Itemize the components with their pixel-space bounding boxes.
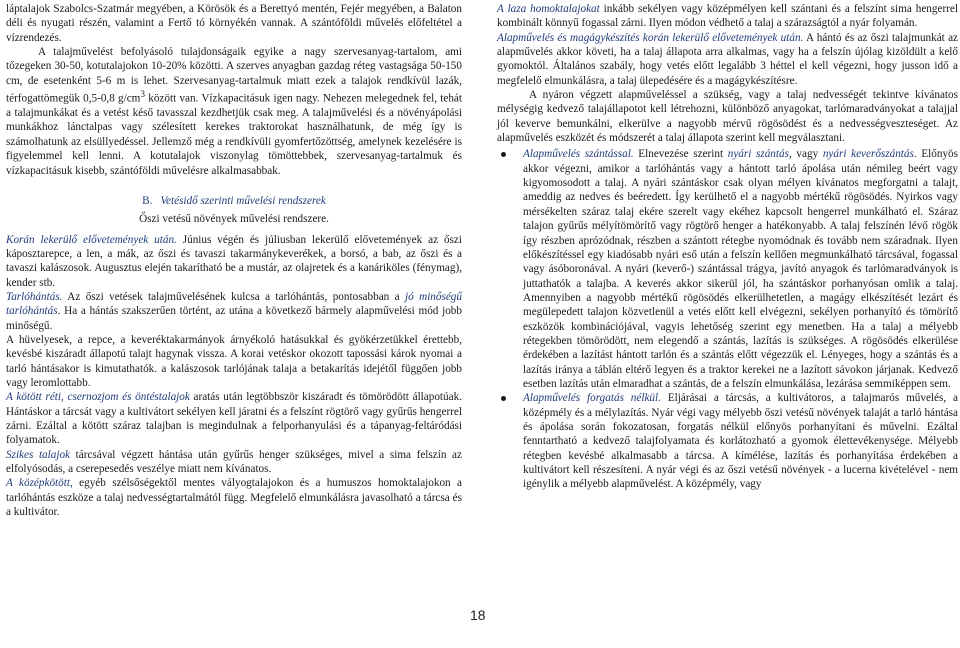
section-heading: B. Vetésidő szerinti művelési rendszerek bbox=[142, 194, 326, 207]
paragraph: A hüvelyesek, a repce, a keveréktakarmányok árnyékoló hatásukkal és gyökérzetükkel érettebb, kevésbé kiszáradt állapotú talajt hagynak vissza. A korai vetéskor okozott tapossási károk nyomai a tarló hántásakor is kimutathatók. a kalászosok tarlójának talaja a betakarítás idejétől függően jobb vagy leromlottabb. bbox=[6, 333, 462, 389]
paragraph: A talajművelést befolyásoló tulajdonságaik egyike a nagy szervesanyag-tartalom, ami tőzegeken 30-50, kotutalajokon 10-20% közötti. A szerves anyagban gazdag réteg vastagsága 50-150 cm, de esetenként 5-6 m is lehet. Szervesanyag-tartalmuk miatt ezek a talajok rendkívül lazák, térfogattömegük 0,5-0,8 $g/cm^3$ között van. Vízkapacitásuk igen nagy. Nehezen melegednek fel, tehát a talajmunkákat és a vetést késő tavasszal kezdhetjük csak meg. A talajművelési és a növényápolási munkákhoz lánctalpas vagy szélesített kerekes traktorokat használhatunk, de még így is számolhatunk az elsüllyedéssel. Jellemző még a rendkívüli gyomfertőzöttség, amelynek kezelésére is figyelemmel kell lenni. A kotutalajok viszonylag tömöttebbek, szervesanyag-tartalmuk és vízkapacitásuk kisebb, szántóföldi művelésre alkalmasabbak. bbox=[6, 46, 462, 177]
paragraph: Korán lekerülő elővetemények után. Június végén és júliusban lekerülő elővetemények az őszi káposztarepce, a len, a mák, az őszi és tavaszi takarmánykeverékek, a borsó, a bab, az őszi és a tavaszi kalászosok. Augusztus elején takarítható be a mustár, az olajretek és a kanáriköles (fénymag), kender stb. bbox=[6, 233, 462, 289]
page-number: 18 bbox=[470, 607, 486, 623]
paragraph: Szikes talajok tárcsával végzett hántása után gyűrűs henger szükséges, mivel a sima felszín az elfolyósodás, a cserepesedés veszélye miatt nem kívánatos. bbox=[6, 448, 462, 476]
paragraph: A középkötött, egyéb szélsőségektől mentes vályogtalajokon és a humuszos homoktalajokon a tarlóhántás eszköze a talaj nedvességtartalmától függ. Megfelelő elmunkálásra javasolható a tárcsa és a kultivátor. bbox=[6, 477, 462, 519]
bullet-list bbox=[497, 147, 958, 491]
subsection-heading: Őszi vetésű növények művelési rendszere. bbox=[139, 213, 329, 226]
paragraph: Tarlóhántás. Az őszi vetések talajművelésének kulcsa a tarlóhántás, pontosabban a jó minőségű tarlóhántás. Ha a hántás szakszerűen történt, az utána a következő bármely alapművelési mód jobb minőségű. bbox=[6, 290, 462, 332]
paragraph: láptalajok Szabolcs-Szatmár megyében, a Körösök és a Berettyó mentén, Fejér megyében, a Balaton déli és nyugati részén, valamint a Fertő tó környékén vannak. A szántóföldi művelés előfeltétel a vízrendezés. bbox=[6, 3, 462, 44]
list-item: Alapművelés szántással. Elnevezése szerint nyári szántás, vagy nyári keverőszántás. Előnyös akkor végezni, amikor a tarlóhántás vagy a hántott tarló ápolása után némileg beért vagy kigyomosodott a talaj. A nyári szántáskor csak olyan mélyen kívánatos megforgatni a talajt, ameddig az nedves és beéredett. Így kerülhető el a nagyobb mértékű rögösödés. Nyirkos vagy mérsékelten száraz talaj ekére szerelt vagy ekéhez kapcsolt hengerrel munkálható el. Száraz talajon gyűrűs mélyítömörítő vagy rögtörő henger a hatékonyabb. A talaj felszínén lévő rögök így részben aprózódnak, részben a szántott rétegbe nyomódnak és tovább nem száradnak. Ilyen előkészítéssel egy kiadósabb nyári eső után a felszín kellően megmunkálható tárcsával, fogassal vagy ásóboronával. A nyári (keverő-) szántással trágya, javító anyagok és tarlómaradványok is juttathatók a talajba. A keverés akkor sikerül jól, ha szántáskor porhanyósan omlik a talaj. Amennyiben a nagyobb mértékű rögösödés elkerülhetetlen, a magágy elkészítését lezárt és megülepedett talajon közvetlenül a vetés előtt kell elvégezni, sekélyen porhanyító és tömörítő eszközök kombinációjával, vagyis lehetőség szerint egy menetben. Ha a talaj a mélyebb rétegekben tömörödött, nem elegendő a szántás, lazítás is szükséges. A rögösödés elkerülése érdekében a lazítást hántott tarlón és a szántás előtt végezzük el. Lényeges, hogy a szántás és a lazítás iránya a táblán eltérő legyen és a traktor kerekei ne a lazított sávokon járjanak. Kedvező esetben lazítás után elmaradhat a szántás, de a felszín elmunkálása, lezárása semmiképpen sem. bbox=[523, 148, 958, 390]
paragraph: Alapművelés és magágykészítés korán lekerülő elővetemények után. A hántó és az őszi talajmunkát az alapművelés akkor követi, ha a talaj állapota arra alkalmas, vagy ha a felszín újólag kizöldült a kelő gyomoktól. Általános szabály, hogy vetés előtt legalább 3 héttel el kell végezni, hogy jusson idő a megfelelő elmunkálásra, a talaj ülepedésére és a magágykészítésre. bbox=[497, 31, 958, 87]
paragraph: A kötött réti, csernozjom és öntéstalajok aratás után legtöbbször kiszáradt és tömörödött állapotúak. Hántáskor a tárcsát vagy a kultivátort sekélyen kell járatni és a felszínt rögtörő vagy gyűrűs hengerrel zárni. Ezáltal a kötött száraz talajban is megindulnak a felporhanyulási és a tápanyag-feltáródási folyamatok. bbox=[6, 391, 462, 447]
right-column bbox=[497, 2, 958, 492]
left-column bbox=[6, 2, 462, 519]
list-item: Alapművelés forgatás nélkül. Eljárásai a tárcsás, a kultivátoros, a talajmarós művelés, a középmély és a mélylazítás. Nyár végi vagy mélyebb őszi vetésű növények talaját a tarló hántása és ápolása során fokozatosan, forgatás nélkül előnyös porhanyítani és művelni. Ezáltal fenntartható a kedvező talajfolyamata és korlátozható a gyomok élettevékenysége. Mélyebb rétegben kevésbé alkalmasabb a tárcsa. A kímélése, lazítás és porhanyítása érdekében a kultivátort kell részesíteni. A nyár végi és az őszi vetésű növények - a lucerna kivételével - nem igénylik a mélyebb alapművelést. A középmély, vagy bbox=[523, 392, 958, 491]
paragraph: A nyáron végzett alapműveléssel a szükség, vagy a talaj nedvességét tekintve kívánatos mélységig kedvező talajállapotot kell létrehozni, különböző anyagokat, tarlómaradványokat a talajjal jól keverve bemunkálni, elkerülve a nagyobb mérvű rögösödést és a nedvességveszteséget. Az alapművelés eszközét és módszerét a talaj állapota szerint kell megválasztani. bbox=[497, 89, 958, 145]
paragraph: A laza homoktalajokat inkább sekélyen vagy középmélyen kell szántani és a felszínt sima hengerrel kombinált könnyű fogassal zárni. Ilyen módon védhető a talaj a szárazságtól a nyár folyamán. bbox=[497, 3, 958, 30]
